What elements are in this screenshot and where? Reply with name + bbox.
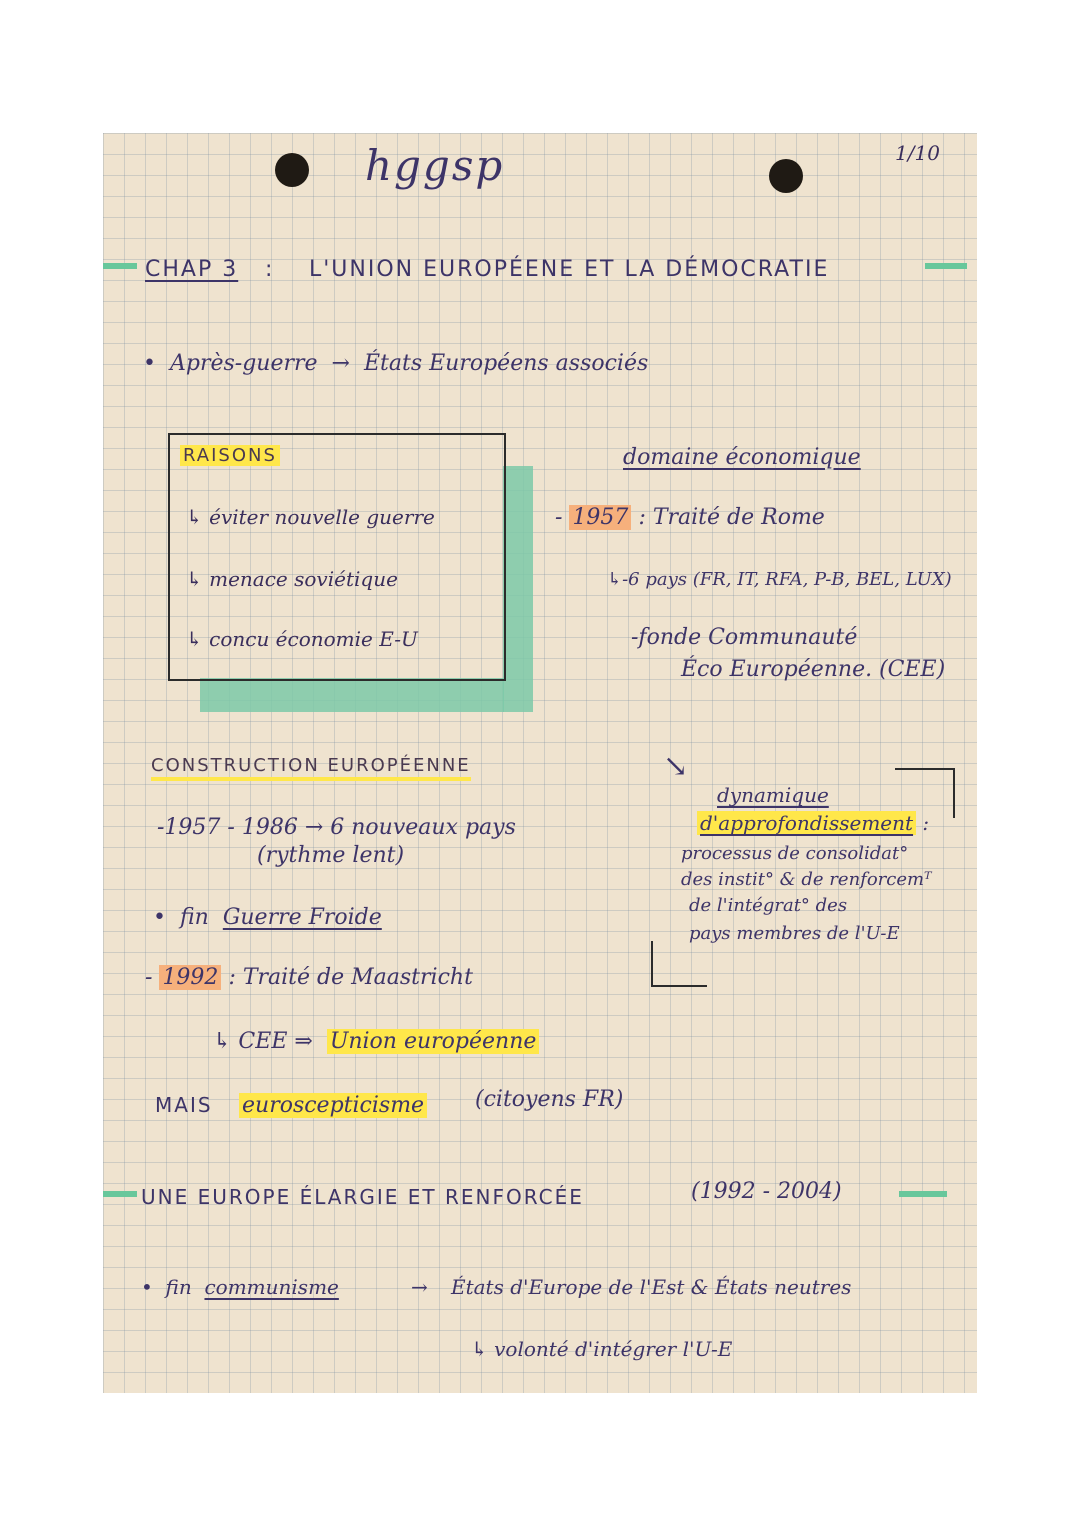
arrow-icon: → — [331, 351, 350, 376]
approfondissement: d'approfondissement — [697, 811, 916, 835]
raison-item: ↳ éviter nouvelle guerre — [186, 505, 435, 529]
intro-text: États Européens associés — [363, 351, 649, 376]
chapter-title: L'UNION EUROPÉENE ET LA DÉMOCRATIE — [309, 257, 830, 282]
dynamique-line: de l'intégrat° des — [689, 895, 848, 916]
construction-line1: -1957 - 1986 → 6 nouveaux pays — [157, 815, 516, 840]
intro-line: • Après-guerre → États Européens associés — [143, 351, 649, 376]
section2-dates: (1992 - 2004) — [691, 1179, 842, 1204]
green-marker-left — [103, 263, 137, 269]
raisons-box — [168, 433, 506, 681]
dynamique-colon: : — [922, 811, 930, 835]
euroscepticisme: euroscepticisme — [239, 1093, 427, 1118]
eco-fonde-1: -fonde Communauté — [631, 625, 858, 650]
fin-prefix: fin — [179, 905, 209, 930]
bracket-bottom-side — [651, 941, 653, 987]
mais-label: MAIS — [155, 1093, 213, 1117]
eco-fonde-2: Éco Européenne. (CEE) — [681, 657, 946, 682]
intro-bullet: Après-guerre — [169, 351, 318, 376]
bracket-top-side — [953, 768, 955, 818]
green-marker-left-2 — [103, 1191, 137, 1197]
page-number: 1/10 — [895, 141, 940, 165]
dynamique-line: processus de consolidat° — [681, 843, 909, 864]
eco-year: 1957 — [569, 505, 631, 530]
construction-line1b: (rythme lent) — [257, 843, 405, 868]
guerre-froide: Guerre Froide — [222, 905, 382, 930]
binder-hole-left — [275, 153, 309, 187]
chapter-label: CHAP 3 — [145, 257, 239, 282]
communisme: communisme — [204, 1275, 339, 1299]
arrow-icon: → — [411, 1275, 428, 1299]
dynamique-title: dynamique — [717, 783, 829, 807]
binder-hole-right — [769, 159, 803, 193]
section2-title: UNE EUROPE ÉLARGIE ET RENFORCÉE — [141, 1185, 584, 1209]
bracket-top — [895, 768, 955, 770]
green-marker-right-2 — [899, 1191, 947, 1197]
eco-event: : Traité de Rome — [638, 505, 825, 530]
green-shadow-bottom — [200, 678, 504, 712]
curve-arrow-icon: ↘ — [663, 749, 689, 784]
maastricht: : Traité de Maastricht — [228, 965, 473, 990]
chapter-separator: : — [265, 257, 275, 282]
union-europeenne: Union européenne — [327, 1029, 540, 1054]
notebook-page: hggsp 1/10 CHAP 3 : L'UNION EUROPÉENE ET LA DÉMOCRATIE • Après-guerre → États Européens associés RAISONS ↳ éviter nouvelle guerre ↳ menace soviétique ↳ concu économie E-U domaine économique - 1957 : Traité de Rome ↳-6 pays (FR, IT, RFA, P-B, BEL, LUX) -fonde Communauté Éco Européenne. (CEE) CONSTRUCTION EUROPÉENNE -1957 - 1986 → 6 nouveaux pays (rythme lent) • fin Guerre Froide - 1992 : Traité de Maastricht ↳ CEE ⇒ Union européenne MAIS euroscepticisme (citoyens FR) ↘ dynamique d'approfondissement : processus de consolidat° des instit° & de renforcemᵀ de l'intégrat° des pays membres de l'U-E UNE EUROPE ÉLARGIE ET RENFORCÉE (1992 - 2004) • fin communisme → États d'Europe de l'Est & États neutres ↳ volonté d'intégrer l'U-E — [103, 133, 977, 1393]
bracket-bottom — [651, 985, 707, 987]
green-shadow-right — [503, 466, 533, 712]
citoyens-fr: (citoyens FR) — [475, 1087, 624, 1112]
dynamique-line: des instit° & de renforcemᵀ — [681, 869, 932, 890]
raison-item: ↳ menace soviétique — [186, 567, 398, 591]
cee-prefix: ↳ CEE ⇒ — [213, 1029, 313, 1054]
eco-heading: domaine économique — [623, 445, 861, 470]
year-1992: 1992 — [159, 965, 221, 990]
construction-heading: CONSTRUCTION EUROPÉENNE — [151, 755, 471, 781]
raisons-heading: RAISONS — [180, 445, 280, 466]
fin-comm-text: États d'Europe de l'Est & États neutres — [451, 1275, 852, 1299]
fin-comm-sub: ↳ volonté d'intégrer l'U-E — [471, 1337, 733, 1361]
raison-item: ↳ concu économie E-U — [186, 627, 418, 651]
eco-countries: ↳-6 pays (FR, IT, RFA, P-B, BEL, LUX) — [607, 569, 952, 590]
green-marker-right — [925, 263, 967, 269]
fin-comm-prefix: fin — [165, 1275, 192, 1299]
dynamique-line: pays membres de l'U-E — [689, 923, 900, 944]
page-title: hggsp — [365, 141, 505, 190]
